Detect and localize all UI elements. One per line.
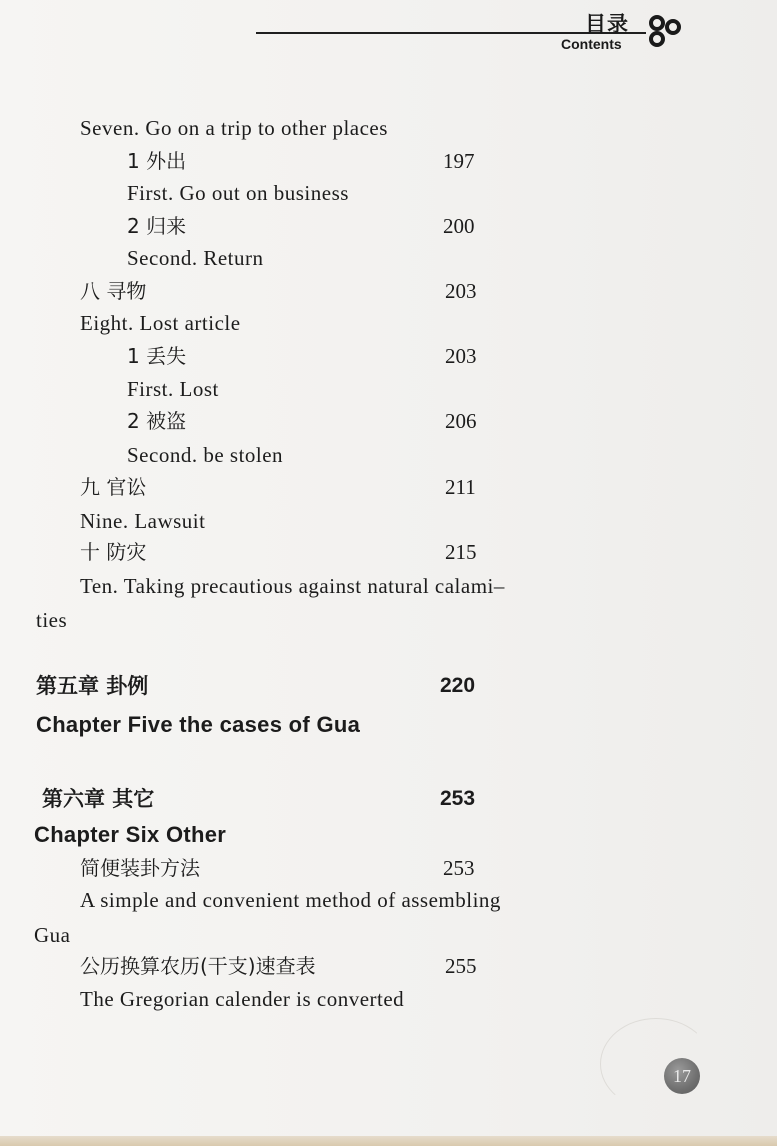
toc-entry-zh: 2 被盗: [127, 409, 187, 433]
toc-entry-zh: 1 丢失: [127, 344, 187, 368]
toc-page-number: 203: [445, 344, 477, 368]
toc-entry-zh: 八 寻物: [80, 279, 147, 303]
chapter-title-zh: 第五章 卦例: [36, 674, 149, 698]
toc-entry-zh: 十 防灾: [80, 540, 147, 564]
chapter-page-number: 253: [440, 787, 476, 810]
header-subtitle: Contents: [561, 36, 622, 52]
chapter-title-en: Chapter Six Other: [34, 822, 227, 847]
header-title: 目录: [585, 12, 629, 36]
toc-page-number: 215: [445, 540, 477, 564]
toc-entry-zh: 简便装卦方法: [80, 856, 200, 880]
toc-page-number: 211: [445, 475, 476, 499]
toc-entry-zh: 1 外出: [127, 149, 187, 173]
toc-page-number: 200: [443, 214, 475, 238]
toc-entry-en: Second. be stolen: [127, 443, 284, 467]
toc-entry-en: Nine. Lawsuit: [80, 509, 206, 533]
toc-entry-en: Second. Return: [127, 246, 264, 270]
toc-page-number: 197: [443, 149, 475, 173]
toc-page-number: 206: [445, 409, 477, 433]
chapter-page-number: 220: [440, 674, 476, 697]
toc-entry-en: The Gregorian calender is converted: [80, 987, 405, 1011]
toc-entry-en-continued: ties: [36, 608, 68, 632]
toc-entry-zh: 公历换算农历(干支)速查表: [80, 954, 316, 978]
toc-entry-zh: 九 官讼: [80, 475, 147, 499]
rings-ornament-icon: [646, 14, 682, 50]
toc-entry-en: Seven. Go on a trip to other places: [80, 116, 388, 140]
toc-entry-en-continued: Gua: [34, 923, 71, 947]
toc-page-number: 255: [445, 954, 477, 978]
page-bottom-edge: [0, 1136, 777, 1146]
toc-entry-en: First. Go out on business: [127, 181, 349, 205]
toc-page-number: 253: [443, 856, 475, 880]
page-number-badge: 17: [664, 1058, 700, 1094]
toc-page-number: 203: [445, 279, 477, 303]
toc-entry-zh: 2 归来: [127, 214, 187, 238]
toc-entry-en: Eight. Lost article: [80, 311, 241, 335]
chapter-title-en: Chapter Five the cases of Gua: [36, 712, 361, 737]
toc-entry-en: A simple and convenient method of assembling: [80, 888, 501, 912]
toc-entry-en: First. Lost: [127, 377, 219, 401]
toc-entry-en: Ten. Taking precautious against natural calami–: [80, 574, 505, 598]
chapter-title-zh: 第六章 其它: [42, 787, 155, 811]
